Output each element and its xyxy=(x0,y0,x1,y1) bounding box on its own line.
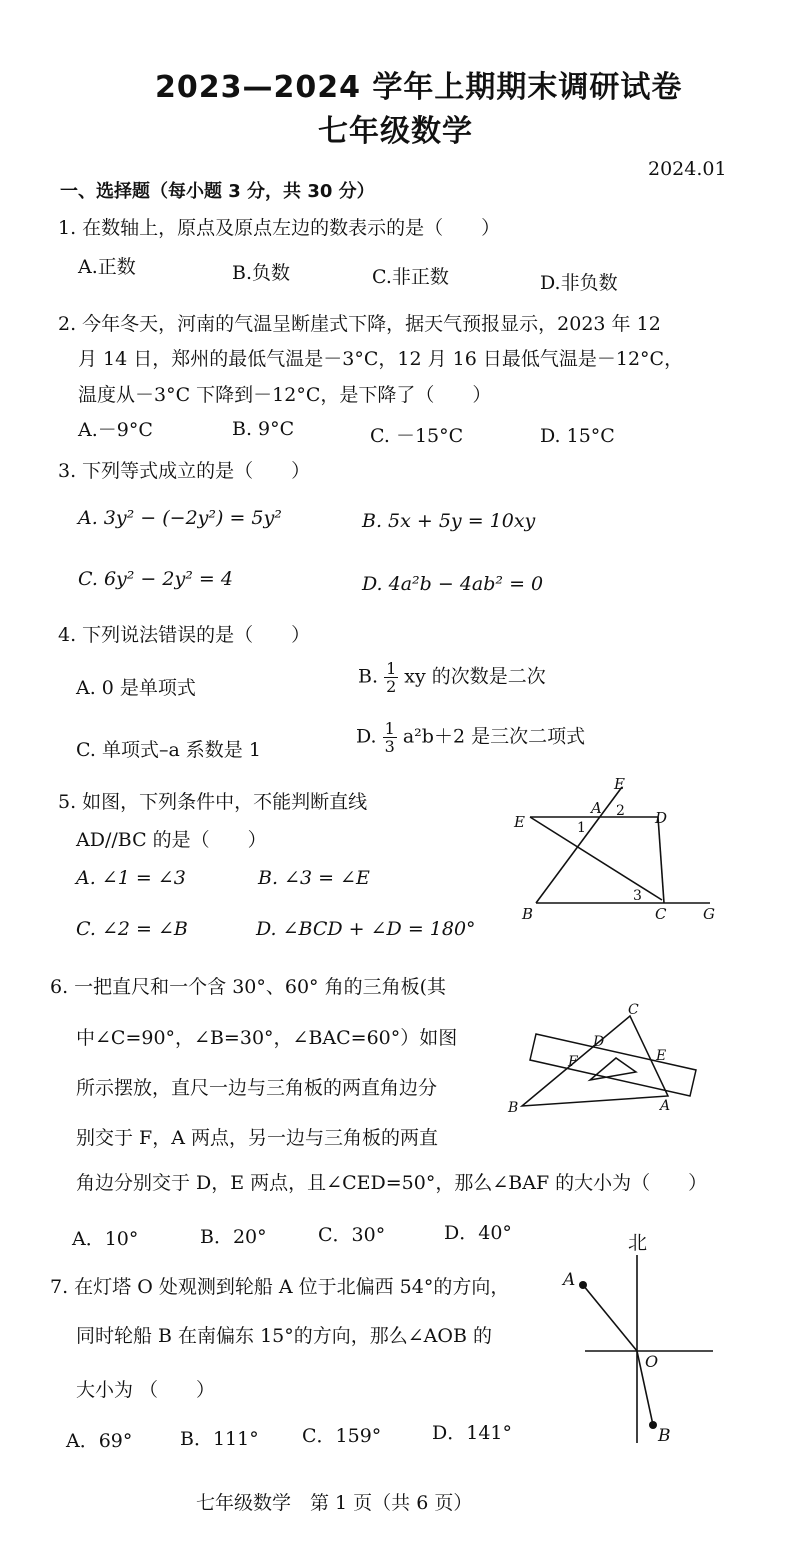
q7-line1: 7. 在灯塔 O 处观测到轮船 A 位于北偏西 54°的方向， xyxy=(50,1276,510,1298)
exam-title: 2023—2024 学年上期期末调研试卷 xyxy=(155,70,683,105)
q5-option-a: A. ∠1 = ∠3 xyxy=(76,867,186,889)
point-A xyxy=(579,1281,587,1289)
label-D: D xyxy=(655,809,668,827)
triangle-inner-hole xyxy=(590,1058,636,1080)
label-G: G xyxy=(703,905,715,923)
q6-line5: 角边分别交于 D，E 两点，且∠CED=50°，那么∠BAF 的大小为（ ） xyxy=(76,1172,708,1194)
q5-option-d: D. ∠BCD + ∠D = 180° xyxy=(256,918,476,940)
exam-date: 2024.01 xyxy=(648,158,727,180)
label-B: B xyxy=(522,905,534,923)
label-A: A xyxy=(591,799,602,817)
label-C: C xyxy=(655,905,667,923)
q4-option-d xyxy=(356,720,585,755)
label-angle-3: 3 xyxy=(633,888,642,904)
q7-option-a: A．69° xyxy=(66,1430,133,1452)
q4-option-b-text: xy 的次数是二次 xyxy=(404,665,546,688)
label-angle-2: 2 xyxy=(616,803,625,819)
page-footer: 七年级数学 第 1 页（共 6 页） xyxy=(196,1492,473,1514)
label-C: C xyxy=(628,1002,639,1018)
q2-option-b: B. 9°C xyxy=(232,418,295,440)
exam-subtitle: 七年级数学 xyxy=(318,114,473,149)
q1-option-c: C.非正数 xyxy=(372,266,449,288)
q1-option-a: A.正数 xyxy=(78,256,136,278)
q6-line2: 中∠C=90°，∠B=30°，∠BAC=60°）如图 xyxy=(76,1027,458,1049)
ruler xyxy=(530,1034,696,1096)
ray-OA xyxy=(583,1285,637,1351)
q7-option-d: D．141° xyxy=(432,1422,512,1444)
q2-option-c: C. －15°C xyxy=(370,425,464,447)
label-A: A xyxy=(563,1270,576,1290)
q6-option-b: B．20° xyxy=(200,1226,267,1248)
q2-option-d: D. 15°C xyxy=(540,425,615,447)
q7-line3: 大小为 （ ） xyxy=(76,1379,216,1401)
q5-option-b: B. ∠3 = ∠E xyxy=(258,867,370,889)
q7-option-b: B．111° xyxy=(180,1428,259,1450)
q6-option-a: A．10° xyxy=(72,1228,139,1250)
q4-option-b-letter: B. xyxy=(358,665,379,688)
label-E: E xyxy=(656,1048,667,1064)
label-B: B xyxy=(658,1426,671,1446)
q1-option-d: D.非负数 xyxy=(540,272,618,294)
section-heading: 一、选择题（每小题 3 分，共 30 分） xyxy=(60,181,375,202)
q4-option-b xyxy=(358,660,546,695)
label-E-top: E xyxy=(614,775,625,793)
label-B: B xyxy=(508,1100,519,1116)
q3-option-d: D. 4a²b − 4ab² = 0 xyxy=(362,573,544,595)
label-O: O xyxy=(645,1352,659,1371)
q4-option-a: A. 0 是单项式 xyxy=(76,677,196,699)
q6-line1: 6. 一把直尺和一个含 30°、60° 角的三角板(其 xyxy=(50,976,447,998)
line-BE-transversal xyxy=(536,787,622,903)
label-A: A xyxy=(660,1098,671,1114)
q4-option-d-letter: D. xyxy=(356,725,377,748)
q5-line2: AD//BC 的是（ ） xyxy=(76,829,267,851)
label-angle-1: 1 xyxy=(577,820,586,836)
line-EC xyxy=(530,817,662,900)
q5-figure xyxy=(500,775,730,925)
q5-line1: 5. 如图，下列条件中，不能判断直线 xyxy=(58,791,368,813)
q3-option-b: B. 5x + 5y = 10xy xyxy=(362,510,536,532)
label-north: 北 xyxy=(628,1232,648,1254)
q7-line2: 同时轮船 B 在南偏东 15°的方向，那么∠AOB 的 xyxy=(76,1325,492,1347)
q7-option-c: C．159° xyxy=(302,1425,382,1447)
q4-option-c: C. 单项式–a 系数是 1 xyxy=(76,739,261,761)
label-F: F xyxy=(568,1054,578,1070)
line-DC xyxy=(658,817,664,903)
q6-option-d: D．40° xyxy=(444,1222,512,1244)
label-E-left: E xyxy=(514,813,525,831)
q2-line2: 月 14 日，郑州的最低气温是－3°C，12 月 16 日最低气温是－12°C， xyxy=(78,348,684,370)
q3-option-a: A. 3y² − (−2y²) = 5y² xyxy=(78,507,282,529)
q2-line3: 温度从－3°C 下降到－12°C，是下降了（ ） xyxy=(78,384,492,406)
q5-option-c: C. ∠2 = ∠B xyxy=(76,918,188,940)
point-B xyxy=(649,1421,657,1429)
q3-stem: 3. 下列等式成立的是（ ） xyxy=(58,460,311,482)
q4-option-d-fraction: $\frac{1}{3}$ xyxy=(384,719,395,756)
q4-stem: 4. 下列说法错误的是（ ） xyxy=(58,624,311,646)
q3-option-c: C. 6y² − 2y² = 4 xyxy=(78,568,233,590)
q1-option-b: B.负数 xyxy=(232,262,291,284)
q6-line4: 别交于 F，A 两点，另一边与三角板的两直 xyxy=(76,1127,438,1149)
q6-figure xyxy=(500,1000,710,1120)
label-D: D xyxy=(593,1034,605,1050)
q7-figure xyxy=(555,1225,735,1450)
q1-stem: 1. 在数轴上，原点及原点左边的数表示的是（ ） xyxy=(58,217,501,239)
q6-line3: 所示摆放，直尺一边与三角板的两直角边分 xyxy=(76,1077,438,1099)
q4-option-d-text: a²b＋2 是三次二项式 xyxy=(402,725,586,748)
q2-option-a: A.－9°C xyxy=(78,419,153,441)
triangle-ruler xyxy=(522,1016,668,1106)
q6-option-c: C．30° xyxy=(318,1224,386,1246)
q4-option-b-fraction: $\frac{1}{2}$ xyxy=(386,659,397,696)
q2-line1: 2. 今年冬天，河南的气温呈断崖式下降，据天气预报显示，2023 年 12 xyxy=(58,313,661,335)
